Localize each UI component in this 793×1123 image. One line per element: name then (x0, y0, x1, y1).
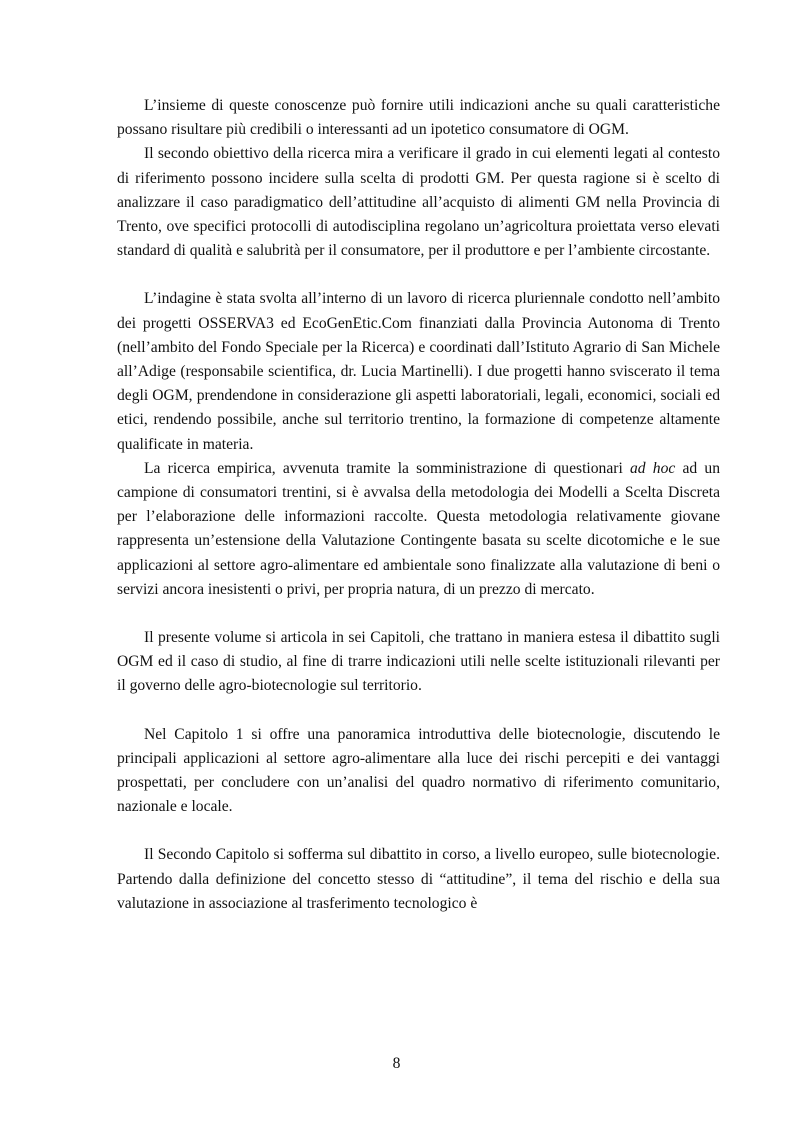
paragraph-7: Il Secondo Capitolo si sofferma sul dibattito in corso, a livello europeo, sulle biotecnologie. Partendo dalla definizione del concetto stesso di “attitudine”, il tema del rischio e della sua valutazione in associazione al trasferimento tecnologico è (117, 846, 720, 912)
body-text (117, 94, 720, 916)
paragraph-5: Il presente volume si articola in sei Capitoli, che trattano in maniera estesa il dibattito sugli OGM ed il caso di studio, al fine di trarre indicazioni utili nelle scelte istituzionali rilevanti per il governo delle agro-biotecnologie sul territorio. (117, 629, 720, 695)
paragraph-4-start: La ricerca empirica, avvenuta tramite la somministrazione di questionari (144, 459, 630, 477)
paragraph-4-end: ad un campione di consumatori trentini, si è avvalsa della metodologia dei Modelli a Scelta Discreta per l’elaborazione delle informazioni raccolte. Questa metodologia relativamente giovane rappresenta un’estensione della Valutazione Contingente basata su scelte dicotomiche e le sue applicazioni al settore agro-alimentare ed ambientale sono finalizzate alla valutazione di beni o servizi ancora inesistenti o privi, per propria natura, di un prezzo di mercato. (117, 459, 721, 598)
paragraph-3: L’indagine è stata svolta all’interno di un lavoro di ricerca pluriennale condotto nell’ambito dei progetti OSSERVA3 ed EcoGenEtic.Com finanziati dalla Provincia Autonoma di Trento (nell’ambito del Fondo Speciale per la Ricerca) e coordinati dall’Istituto Agrario di San Michele all’Adige (responsabile scientifica, dr. Lucia Martinelli). I due progetti hanno sviscerato il tema degli OGM, prendendone in considerazione gli aspetti laboratoriali, legali, economici, sociali ed etici, rendendo possibile, anche sul territorio trentino, la formazione di competenze altamente qualificate in materia. (117, 290, 720, 453)
page-number: 8 (392, 1055, 401, 1072)
paragraph-4-italic: ad hoc (630, 459, 676, 477)
paragraph-1: L’insieme di queste conoscenze può fornire utili indicazioni anche su quali caratteristiche possano risultare più credibili o interessanti ad un ipotetico consumatore di OGM. (117, 97, 720, 139)
paragraph-4 (117, 457, 720, 602)
paragraph-6: Nel Capitolo 1 si offre una panoramica introduttiva delle biotecnologie, discutendo le principali applicazioni al settore agro-alimentare alla luce dei rischi percepiti e dei vantaggi prospettati, per concludere con un’analisi del quadro normativo di riferimento comunitario, nazionale e locale. (117, 725, 720, 816)
paragraph-2: Il secondo obiettivo della ricerca mira a verificare il grado in cui elementi legati al contesto di riferimento possono incidere sulla scelta di prodotti GM. Per questa ragione si è scelto di analizzare il caso paradigmatico dell’attitudine all’acquisto di alimenti GM nella Provincia di Trento, ove specifici protocolli di autodisciplina regolano un’agricoltura proiettata verso elevati standard di qualità e salubrità per il consumatore, per il produttore e per l’ambiente circostante. (117, 145, 720, 260)
